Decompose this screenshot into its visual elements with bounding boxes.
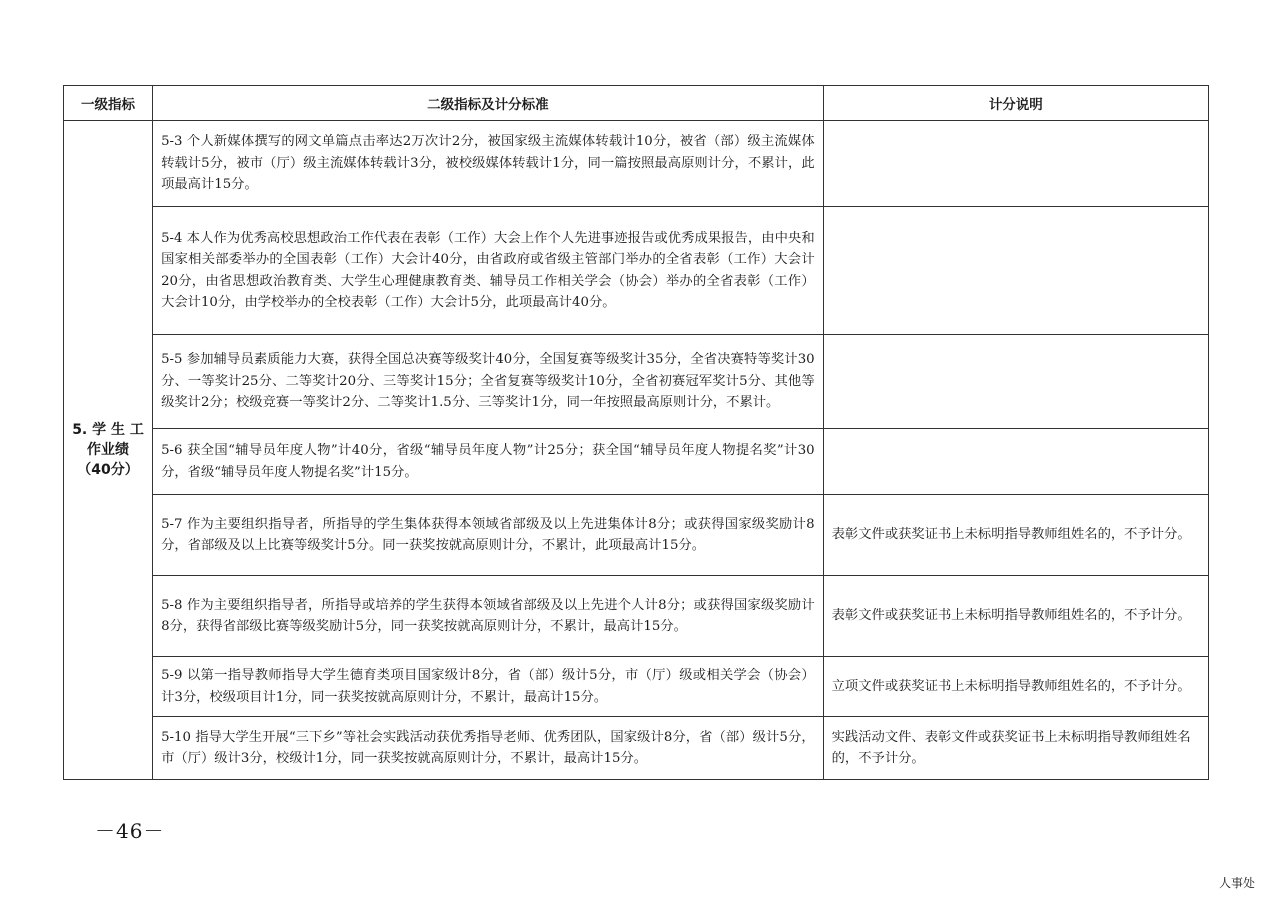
- note-cell: [823, 429, 1208, 495]
- table-row: [64, 429, 1209, 495]
- criteria-cell: 5-9 以第一指导教师指导大学生德育类项目国家级计8分，省（部）级计5分，市（厅）级或相关学会（协会）计3分，校级项目计1分，同一获奖按就高原则计分，不累计，最高计15分。: [153, 657, 824, 717]
- table-row: [64, 495, 1209, 576]
- category-label-line2: 作业绩: [87, 442, 130, 458]
- department-mark: 人事处: [1218, 876, 1255, 890]
- scoring-table: [63, 85, 1209, 780]
- category-label-line3: （40分）: [77, 462, 139, 478]
- note-cell: 表彰文件或获奖证书上未标明指导教师组姓名的，不予计分。: [823, 495, 1208, 576]
- table-row: [64, 576, 1209, 657]
- note-cell: 立项文件或获奖证书上未标明指导教师组姓名的，不予计分。: [823, 657, 1208, 717]
- header-scoring-notes: 计分说明: [823, 86, 1208, 121]
- note-cell: 表彰文件或获奖证书上未标明指导教师组姓名的，不予计分。: [823, 576, 1208, 657]
- table-row: [64, 657, 1209, 717]
- table-header-row: [64, 86, 1209, 121]
- note-cell: [823, 121, 1208, 207]
- header-level2-indicator: 二级指标及计分标准: [153, 86, 824, 121]
- criteria-cell: 5-7 作为主要组织指导者，所指导的学生集体获得本领域省部级及以上先进集体计8分；或获得国家级奖励计8分，省部级及以上比赛等级奖计5分。同一获奖按就高原则计分，不累计，此项最高计15分。: [153, 495, 824, 576]
- criteria-cell: 5-4 本人作为优秀高校思想政治工作代表在表彰（工作）大会上作个人先进事迹报告或优秀成果报告，由中央和国家相关部委举办的全国表彰（工作）大会计40分，由省政府或省级主管部门举办的全省表彰（工作）大会计20分，由省思想政治教育类、大学生心理健康教育类、辅导员工作相关学会（协会）举办的全省表彰（工作）大会计10分，由学校举办的全校表彰（工作）大会计5分，此项最高计40分。: [153, 207, 824, 335]
- page-number: －46－: [95, 819, 165, 843]
- table-row: [64, 121, 1209, 207]
- category-cell: [64, 121, 153, 780]
- note-cell: 实践活动文件、表彰文件或获奖证书上未标明指导教师组姓名的，不予计分。: [823, 717, 1208, 780]
- note-cell: [823, 335, 1208, 429]
- criteria-cell: 5-3 个人新媒体撰写的网文单篇点击率达2万次计2分，被国家级主流媒体转载计10分，被省（部）级主流媒体转载计5分，被市（厅）级主流媒体转载计3分，被校级媒体转载计1分，同一篇按照最高原则计分，不累计，此项最高计15分。: [153, 121, 824, 207]
- table-row: [64, 335, 1209, 429]
- table-row: [64, 207, 1209, 335]
- criteria-cell: 5-5 参加辅导员素质能力大赛，获得全国总决赛等级奖计40分，全国复赛等级奖计35分，全省决赛特等奖计30分、一等奖计25分、二等奖计20分、三等奖计15分；全省复赛等级奖计10分，全省初赛冠军奖计5分、其他等级奖计2分；校级竞赛一等奖计2分、二等奖计1.5分、三等奖计1分，同一年按照最高原则计分，不累计。: [153, 335, 824, 429]
- table-row: [64, 717, 1209, 780]
- criteria-cell: 5-10 指导大学生开展“三下乡”等社会实践活动获优秀指导老师、优秀团队，国家级计8分，省（部）级计5分，市（厅）级计3分，校级计1分，同一获奖按就高原则计分，不累计，最高计15分。: [153, 717, 824, 780]
- header-level1-indicator: 一级指标: [64, 86, 153, 121]
- category-label-line1: 5. 学 生 工: [72, 422, 144, 438]
- criteria-cell: 5-8 作为主要组织指导者，所指导或培养的学生获得本领域省部级及以上先进个人计8分；或获得国家级奖励计8分，获得省部级比赛等级奖励计5分，同一获奖按就高原则计分，不累计，最高计15分。: [153, 576, 824, 657]
- criteria-cell: 5-6 获全国“辅导员年度人物”计40分，省级“辅导员年度人物”计25分；获全国“辅导员年度人物提名奖”计30分，省级“辅导员年度人物提名奖”计15分。: [153, 429, 824, 495]
- note-cell: [823, 207, 1208, 335]
